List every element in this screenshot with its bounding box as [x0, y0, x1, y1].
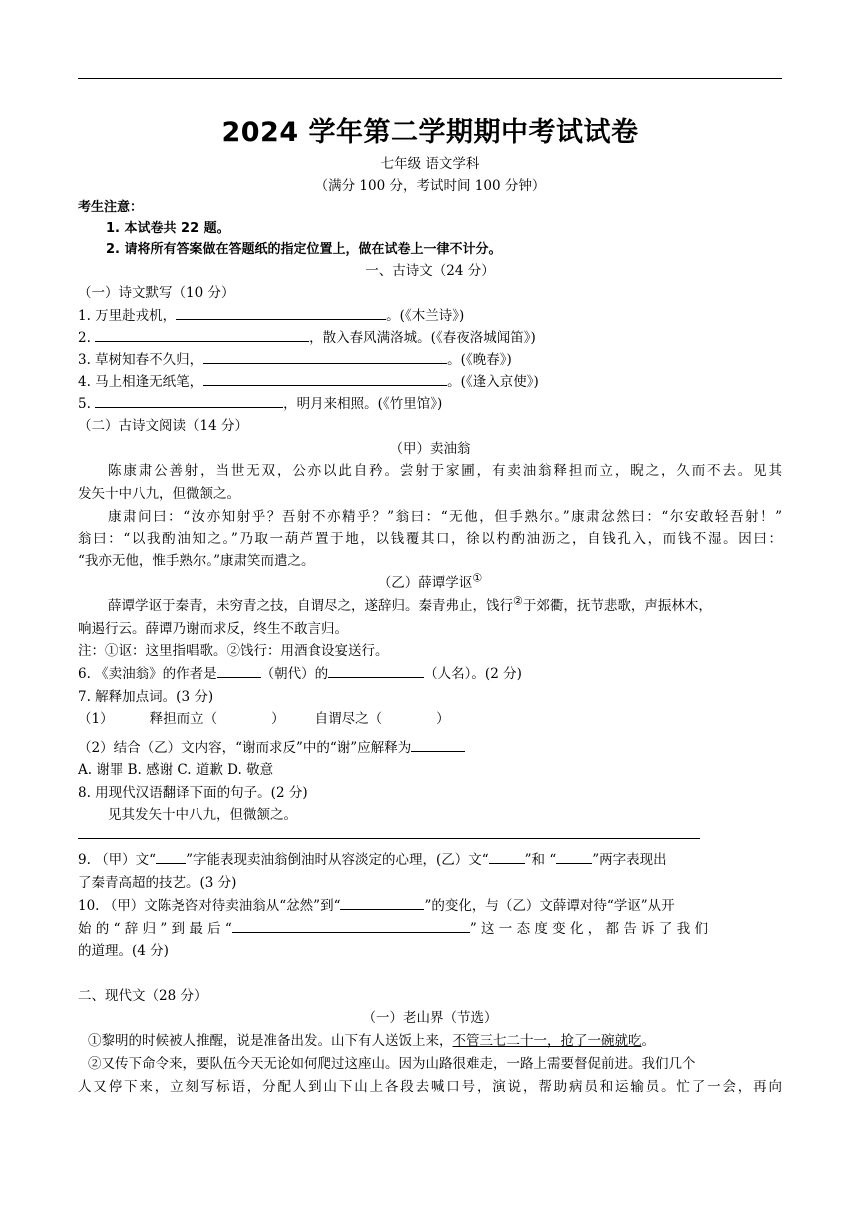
question-3: 3. 草树知春不久归， 。(《晚春》) — [78, 348, 782, 368]
answer-blank — [489, 849, 525, 864]
section2-part1-title: （一）老山界（节选） — [362, 1010, 498, 1026]
question-4: 4. 马上相逢无纸笔， 。(《逢入京使》) — [78, 370, 782, 390]
answer-blank — [232, 918, 470, 933]
question-9-cont: 了秦青高超的技艺。(3 分) — [78, 875, 237, 891]
question-5: 5. ，明月来相照。(《竹里馆》) — [78, 392, 782, 412]
section1-heading: 一、古诗文（24 分） — [365, 263, 495, 279]
question-8-sentence: 见其发矢十中八九，但微颔之。 — [108, 807, 297, 823]
text-a-p2: 康肃问曰：“汝亦知射乎？吾射不亦精乎？”翁曰：“无他，但手熟尔。”康肃忿然曰：“尔安敢轻吾射！” — [108, 509, 782, 525]
page-title: 2024 学年第二学期期中考试试卷 — [221, 117, 639, 148]
notice-heading: 考生注意： — [78, 200, 144, 215]
part2-heading: （二）古诗文阅读（14 分） — [78, 418, 248, 434]
answer-blank — [328, 663, 424, 678]
answer-blank — [203, 371, 447, 386]
section2-heading: 二、现代文（28 分） — [78, 988, 208, 1004]
text-b-p1: 薛谭学讴于秦青，未穷青之技，自谓尽之，遂辞归。秦青弗止，饯行②于郊衢，抚节悲歌，声振林木， — [108, 594, 712, 614]
question-10-cont: 始 的 “ 辞 归 ” 到 最 后 “ ” 这 一 态 度 变 化 ， 都 告 诉 了 我 们 — [78, 917, 782, 937]
grade-subject: 七年级 语文学科 — [380, 156, 480, 172]
part1-heading: （一）诗文默写（10 分） — [78, 285, 235, 301]
score-time: （满分 100 分，考试时间 100 分钟） — [314, 178, 546, 194]
answer-blank — [411, 737, 465, 752]
text-b-p1b: 响遏行云。薛谭乃谢而求反，终生不敢言归。 — [78, 621, 348, 637]
answer-blank — [95, 393, 283, 408]
text-b-title: （乙）薛谭学讴① — [377, 571, 483, 591]
question-7-1: （1） 释担而立（ ） 自谓尽之（ ） — [78, 711, 450, 727]
text-a-p1b: 发矢十中八九，但微颔之。 — [78, 486, 240, 502]
question-10: 10. （甲）文陈尧咨对待卖油翁从“忿然”到“ ”的变化，与（乙）文薛谭对待“学讴”从开 — [78, 894, 782, 914]
answer-blank — [217, 663, 261, 678]
answer-blank — [340, 895, 424, 910]
question-6: 6. 《卖油翁》的作者是 （朝代）的 （人名）。(2 分) — [78, 662, 782, 682]
text-a-p2c: “我亦无他，惟手熟尔。”康肃笑而遣之。 — [78, 553, 315, 569]
text-a-p1: 陈康肃公善射，当世无双，公亦以此自矜。尝射于家圃，有卖油翁释担而立，睨之，久而不去。见其 — [108, 463, 782, 479]
question-1: 1. 万里赴戎机， 。(《木兰诗》) — [78, 304, 782, 324]
underlined-phrase: 不管三七二十一，抢了一碗就吃 — [452, 1033, 642, 1049]
notice-item-1: 1. 本试卷共 22 题。 — [106, 221, 230, 236]
question-7-options: A. 谢罪 B. 感谢 C. 道歉 D. 敬意 — [78, 762, 274, 778]
top-rule — [78, 78, 782, 79]
section2-p1: ①黎明的时候被人推醒，说是准备出发。山下有人送饭上来，不管三七二十一，抢了一碗就吃。 — [88, 1033, 655, 1049]
answer-blank — [176, 305, 386, 320]
question-7-2: （2）结合（乙）文内容，“谢而求反”中的“谢”应解释为 — [78, 736, 782, 756]
question-7: 7. 解释加点词。(3 分) — [78, 689, 214, 705]
answer-blank — [556, 849, 592, 864]
section2-p2: ②又传下命令来，要队伍今天无论如何爬过这座山。因为山路很难走，一路上需要督促前进。我们几个 — [88, 1056, 696, 1072]
section2-p2b: 人又停下来，立刻写标语，分配人到山下山上各段去喊口号，演说，帮助病员和运输员。忙了一会，再向 — [78, 1079, 782, 1095]
question-2: 2. ，散入春风满洛城。(《春夜洛城闻笛》) — [78, 326, 782, 346]
answer-line — [78, 838, 700, 839]
question-8: 8. 用现代汉语翻译下面的句子。(2 分) — [78, 785, 308, 801]
question-9: 9. （甲）文“ ”字能表现卖油翁倒油时从容淡定的心理，(乙）文“ ”和 “ ”两字表现出 — [78, 848, 782, 868]
answer-blank — [156, 849, 186, 864]
answer-blank — [95, 327, 309, 342]
notice-item-2: 2. 请将所有答案做在答题纸的指定位置上，做在试卷上一律不计分。 — [106, 242, 502, 257]
text-a-p2b: 翁曰：“以我酌油知之。”乃取一葫芦置于地，以钱覆其口，徐以杓酌油沥之，自钱孔入，而钱不湿。因曰： — [78, 531, 782, 547]
text-a-title: （甲）卖油翁 — [389, 441, 471, 457]
footnote: 注：①讴：这里指唱歌。②饯行：用酒食设宴送行。 — [78, 643, 389, 659]
answer-blank — [203, 349, 447, 364]
question-10-end: 的道理。(4 分) — [78, 943, 169, 959]
